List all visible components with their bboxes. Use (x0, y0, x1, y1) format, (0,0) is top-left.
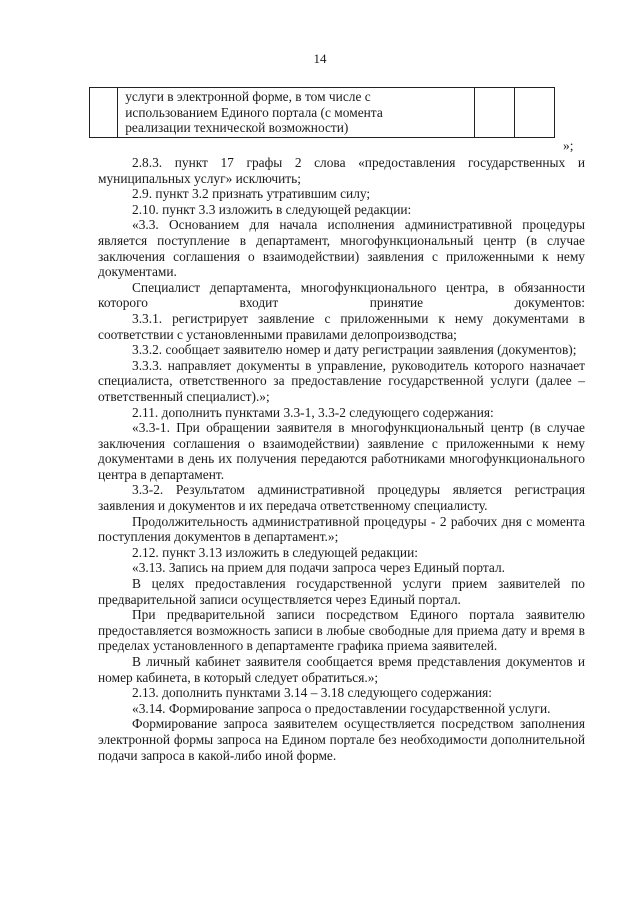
paragraph: 2.12. пункт 3.13 изложить в следующей редакции: (132, 544, 418, 560)
paragraph: «3.13. Запись на прием для подачи запроса через Единый портал. (132, 560, 506, 576)
document-body (98, 155, 585, 763)
paragraph: В целях предоставления государственной услуги прием заявителей по предварительной записи осуществляется через Единый портал. (98, 576, 585, 607)
paragraph: 2.13. дополнить пунктами 3.14 – 3.18 следующего содержания: (132, 685, 493, 701)
paragraph: Специалист департамента, многофункционального центра, в обязанности которого входит принятие документов: (98, 279, 585, 311)
table-fragment (89, 87, 555, 138)
paragraph: 2.10. пункт 3.3 изложить в следующей редакции: (132, 201, 412, 217)
paragraph: Продолжительность административной процедуры - 2 рабочих дня с момента поступления документов в департамент.»; (98, 513, 585, 545)
table-text-line: услуги в электронной форме, в том числе с (125, 89, 371, 104)
table-cell-empty (515, 88, 555, 138)
table-cell-text (118, 88, 475, 138)
paragraph: 2.11. дополнить пунктами 3.3-1, 3.3-2 следующего содержания: (132, 404, 494, 420)
paragraph: 3.3.3. направляет документы в управление, руководитель которого назначает специалиста, ответственного за предоставление государственной услуги (далее – ответственный специалист).»; (98, 357, 585, 404)
paragraph: «3.3-1. При обращении заявителя в многофункциональный центр (в случае заключения соглашения о взаимодействии) заявление с приложенными к нему документами в день их получения передаются работниками многофункционального центра в департамент. (98, 420, 585, 482)
paragraph: «3.14. Формирование запроса о предоставлении государственной услуги. (132, 700, 551, 716)
paragraph: 3.3-2. Результатом административной процедуры является регистрация заявления и документов и их передача ответственному специалисту. (98, 482, 585, 514)
table-text-line: реализации технической возможности) (125, 120, 349, 135)
paragraph: 3.3.1. регистрирует заявление с приложенными к нему документами в соответствии с установленными правилами делопроизводства; (98, 310, 585, 342)
paragraph: 2.8.3. пункт 17 графы 2 слова «предоставления государственных и муниципальных услуг» исключить; (98, 155, 585, 186)
table-closing-quote: »; (563, 138, 574, 153)
table-cell-empty (475, 88, 515, 138)
paragraph: Формирование запроса заявителем осуществляется посредством заполнения электронной формы запроса на Едином портале без необходимости дополнительной подачи запроса в какой-либо иной форме. (98, 716, 585, 763)
paragraph: В личный кабинет заявителя сообщается время представления документов и номер кабинета, в который следует обратиться.»; (98, 654, 585, 685)
table-text-line: использованием Единого портала (с момента (125, 104, 383, 120)
table-cell-number (90, 88, 118, 138)
paragraph: «3.3. Основанием для начала исполнения административной процедуры является поступление в департамент, многофункциональный центр (в случае заключения соглашения о взаимодействии) заявления с приложенными к нему документами. (98, 217, 585, 280)
paragraph: При предварительной записи посредством Единого портала заявителю предоставляется возможность записи в любые свободные для приема дату и время в пределах установленного в департаменте графика приема заявителей. (98, 607, 585, 654)
table-row (90, 88, 555, 138)
paragraph: 2.9. пункт 3.2 признать утратившим силу; (132, 186, 371, 202)
page-number: 14 (313, 51, 327, 66)
paragraph: 3.3.2. сообщает заявителю номер и дату регистрации заявления (документов); (132, 342, 577, 358)
